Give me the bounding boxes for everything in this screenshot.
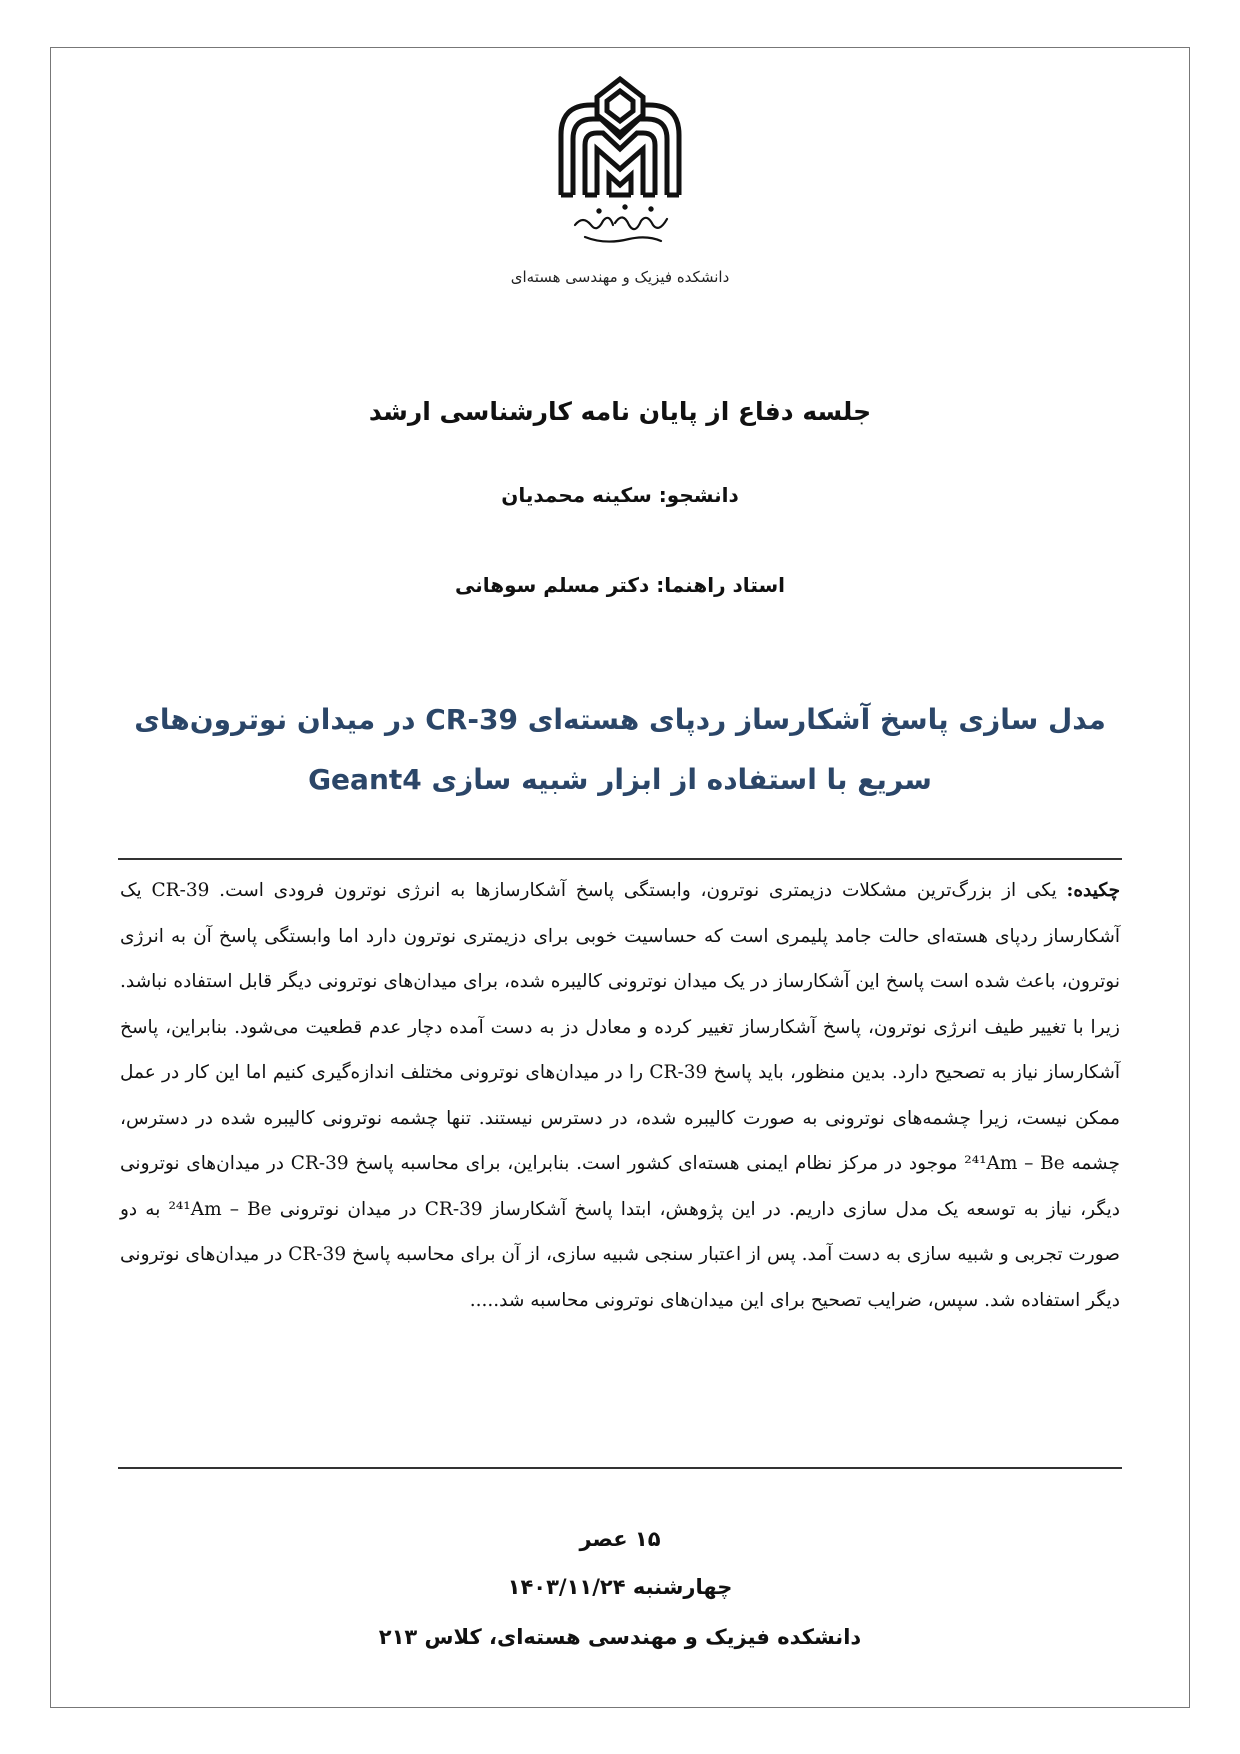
faculty-name-under-logo: دانشکده فیزیک و مهندسی هسته‌ای [510,268,730,286]
supervisor-name: استاد راهنما: دکتر مسلم سوهانی [454,573,786,597]
university-logo [555,75,685,263]
student-name: دانشجو: سکینه محمدیان [501,483,739,507]
abstract-bottom-rule [118,1467,1122,1469]
abstract-top-rule [118,858,1122,860]
defense-location: دانشکده فیزیک و مهندسی هسته‌ای، کلاس ۲۱۳ [378,1625,862,1649]
abstract-text: یکی از بزرگ‌ترین مشکلات دزیمتری نوترون، وابستگی پاسخ آشکارسازها به انرژی نوترون فرودی است. CR-39 یک آشکارساز ردپای هسته‌ای حالت جامد پلیمری است که حساسیت خوبی برای دزیمتری نوترون دارد اما وابستگی پاسخ آن به انرژی نوترون، باعث شده است پاسخ این آشکارساز در یک میدان نوترونی کالیبره شده، برای میدان‌های نوترونی دیگر قابل استفاده نباشد. زیرا با تغییر طیف انرژی نوترون، پاسخ آشکارساز تغییر کرده و معادل دز به دست آمده دچار عدم قطعیت می‌شود. بنابراین، پاسخ آشکارساز نیاز به تصحیح دارد. بدین منظور، باید پاسخ CR-39 را در میدان‌های نوترونی مختلف اندازه‌گیری کنیم اما این کار در عمل ممکن نیست، زیرا چشمه‌های نوترونی به صورت کالیبره شده، در دسترس نیستند. تنها چشمه نوترونی کالیبره شده در دسترس، چشمه ²⁴¹Am – Be موجود در مرکز نظام ایمنی هسته‌ای کشور است. بنابراین، برای محاسبه پاسخ CR-39 در میدان‌های نوترونی دیگر، نیاز به توسعه یک مدل سازی داریم. در این پژوهش، ابتدا پاسخ آشکارساز CR-39 در میدان نوترونی ²⁴¹Am – Be به دو صورت تجربی و شبیه سازی به دست آمد. پس از اعتبار سنجی شبیه سازی، از آن برای محاسبه پاسخ CR-39 در میدان‌های نوترونی دیگر استفاده شد. سپس، ضرایب تصحیح برای این میدان‌های نوترونی محاسبه شد..... [120,880,1120,1311]
defense-date: چهارشنبه ۱۴۰۳/۱۱/۲۴ [507,1575,733,1599]
defense-time: ۱۵ عصر [579,1527,661,1551]
thesis-title: مدل سازی پاسخ آشکارساز ردپای هسته‌ای CR-39 در میدان نوترون‌های سریع با استفاده از ابزار شبیه سازی Geant4 [134,703,1106,796]
session-title: جلسه دفاع از پایان نامه کارشناسی ارشد [368,397,872,426]
abstract-label: چکیده: [1066,880,1120,901]
university-emblem-icon [555,75,685,263]
abstract-paragraph [120,868,1120,1323]
